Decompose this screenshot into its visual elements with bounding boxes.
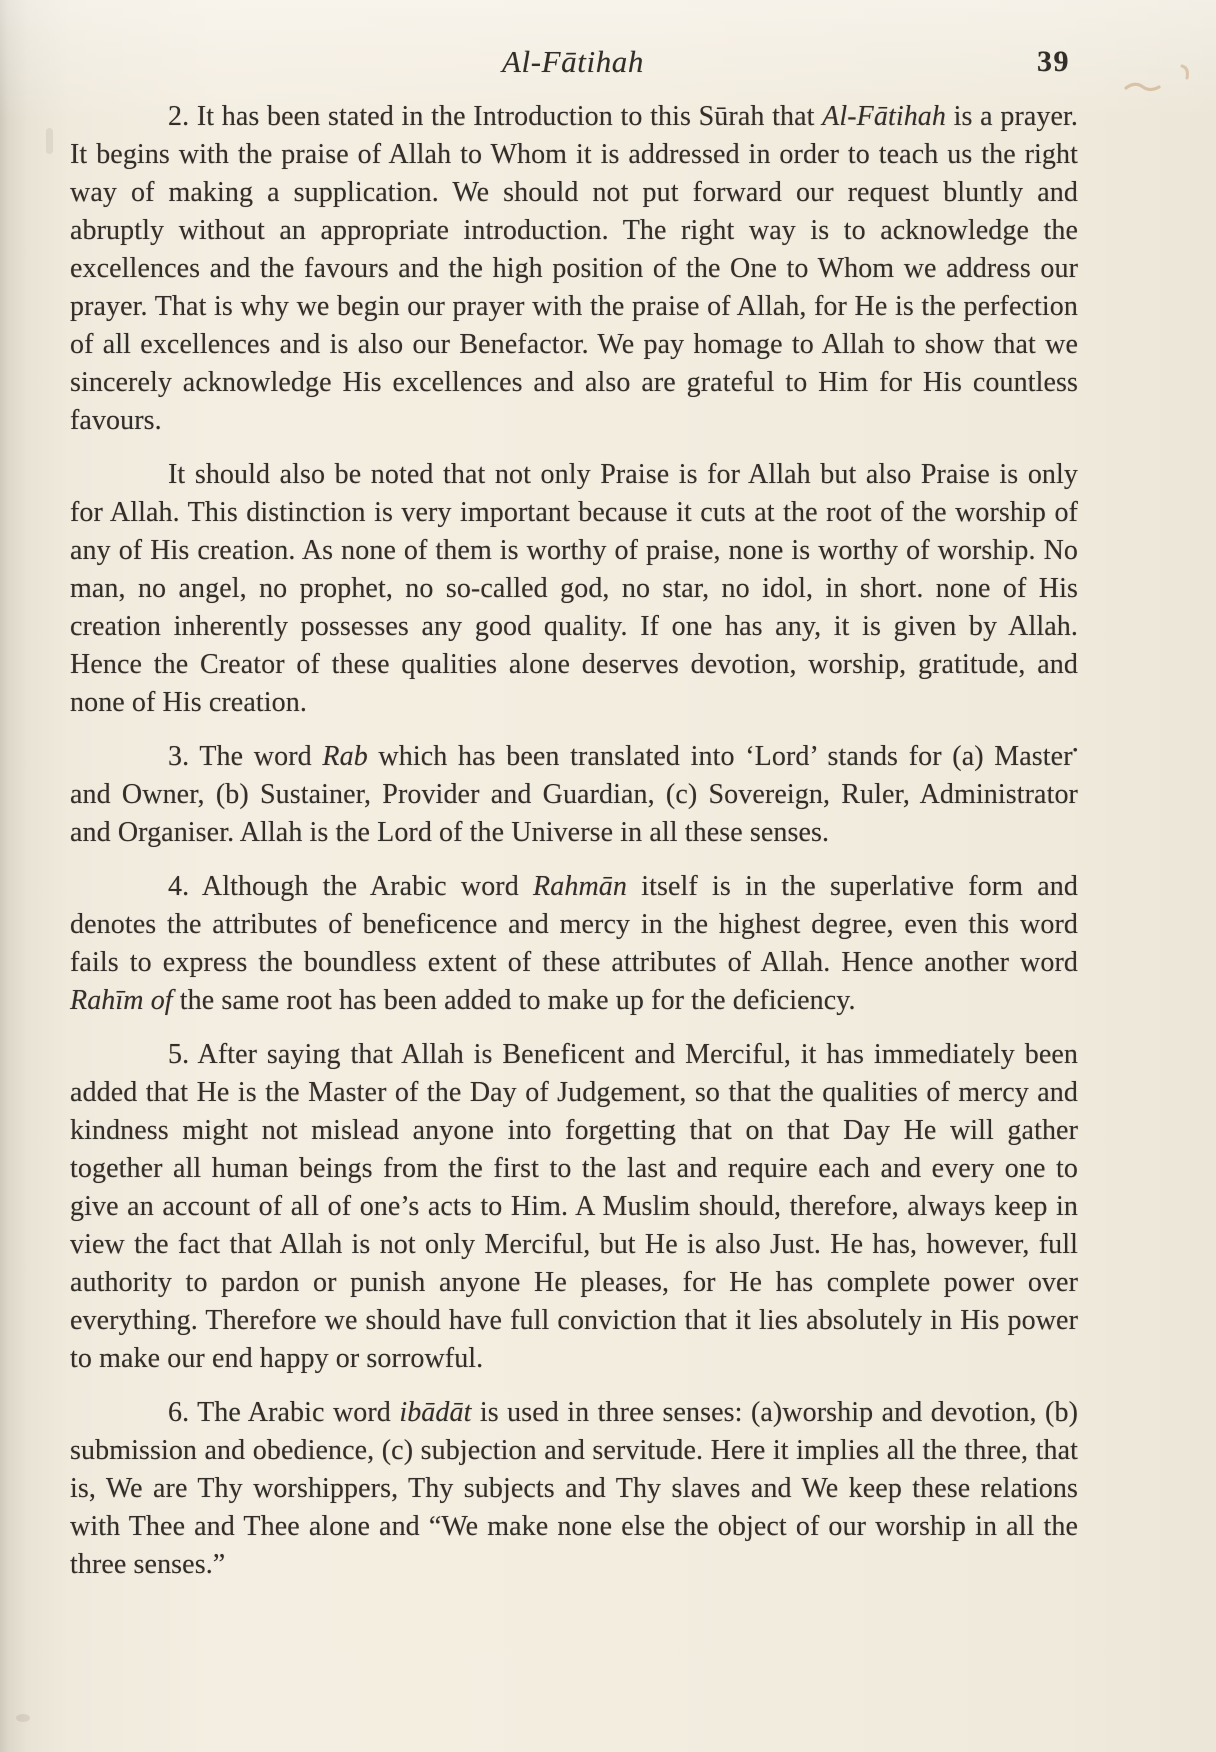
paragraph-4 — [70, 868, 1078, 1020]
italic-term: Rab — [322, 741, 368, 772]
paragraph-3: 3. The word Rab which has been translated into ‘Lord’ stands for (a) Master• and Owner, (b) Sustainer, Provider and Guardian, (c) Sovereign, Ruler, Administrator and Organiser. Allah is the Lord of the Universe in all these senses. — [70, 741, 1078, 848]
paper-speck — [46, 128, 53, 154]
text-run: 2. It has been stated in the Introduction to this Sūrah that — [168, 101, 823, 132]
text-run: 6. The Arabic word — [168, 1397, 400, 1428]
text-run: 4. Although the Arabic word — [168, 871, 534, 902]
text-run: It should also be noted that not only Praise is for Allah but also Praise is only for Allah. This distinction is very important because it cuts at the root of the worship of any of His creation. As none of them is worthy of praise, none is worthy of worship. No man, no angel, no prophet, no so-called god, no star, no idol, in short. none of His creation inherently possesses any good quality. If one has any, it is given by Allah. Hence the Creator of these qualities alone deserves devotion, worship, gratitude, and none of His creation. — [70, 459, 1078, 718]
ink-smudge — [1118, 58, 1204, 106]
text-run: itself is in the superlative form and denotes the attributes of beneficence and mercy in the highest degree, even this word fails to express the boundless extent of these attributes of Allah. Hence another word — [70, 871, 1078, 978]
text-run: which has been translated into ‘Lord’ stands for (a) Master — [367, 741, 1073, 772]
text-run: the same root has been added to make up for the deficiency. — [172, 985, 856, 1016]
italic-term: Rahīm of — [70, 985, 173, 1016]
page-header — [70, 44, 1076, 86]
text-run: 3. The word — [168, 741, 323, 772]
text-block — [70, 98, 1078, 1600]
paragraph-2-continued — [70, 456, 1078, 722]
paragraph-5 — [70, 1036, 1078, 1378]
page-title: Al-Fātihah — [501, 44, 645, 79]
paragraph-2 — [70, 98, 1078, 440]
text-run: is used in three senses: (a)worship and devotion, (b) submission and obedience, (c) subjection and servitude. Here it implies all the three, that is, We are Thy worshippers, Thy subjects and Thy slaves and We keep these relations with Thee and Thee alone and “We make none else the object of our worship in all the three senses.” — [70, 1397, 1078, 1580]
text-run: is a prayer. It begins with the praise of Allah to Whom it is addressed in order to teach us the right way of making a supplication. We should not put forward our request bluntly and abruptly without an appropriate introduction. The right way is to acknowledge the excellences and the favours and the high position of the One to Whom we address our prayer. That is why we begin our prayer with the praise of Allah, for He is the perfection of all excellences and is also our Benefactor. We pay homage to Allah to show that we sincerely acknowledge His excellences and also are grateful to Him for His countless favours. — [70, 101, 1078, 436]
italic-term: Al-Fātihah — [822, 101, 947, 132]
italic-term: ibādāt — [399, 1397, 472, 1428]
italic-term: Rahmān — [533, 871, 627, 902]
paragraph-6 — [70, 1394, 1078, 1584]
paper-speck — [16, 1714, 30, 1722]
text-run: 5. After saying that Allah is Beneficent and Merciful, it has immediately been added that He is the Master of the Day of Judgement, so that the qualities of mercy and kindness might not mislead anyone into forgetting that on that Day He will gather together all human beings from the first to the last and require each and every one to give an account of all of one’s acts to Him. A Muslim should, therefore, always keep in view the fact that Allah is not only Merciful, but He is also Just. He has, however, full authority to pardon or punish anyone He pleases, for He has complete power over everything. Therefore we should have full conviction that it lies absolutely in His power to make our end happy or sorrowful. — [70, 1039, 1078, 1374]
text-run: and Owner, (b) Sustainer, Provider and Guardian, (c) Sovereign, Ruler, Administrator and Organiser. Allah is the Lord of the Universe in all these senses. — [70, 779, 1078, 848]
page-number: 39 — [1037, 45, 1070, 78]
